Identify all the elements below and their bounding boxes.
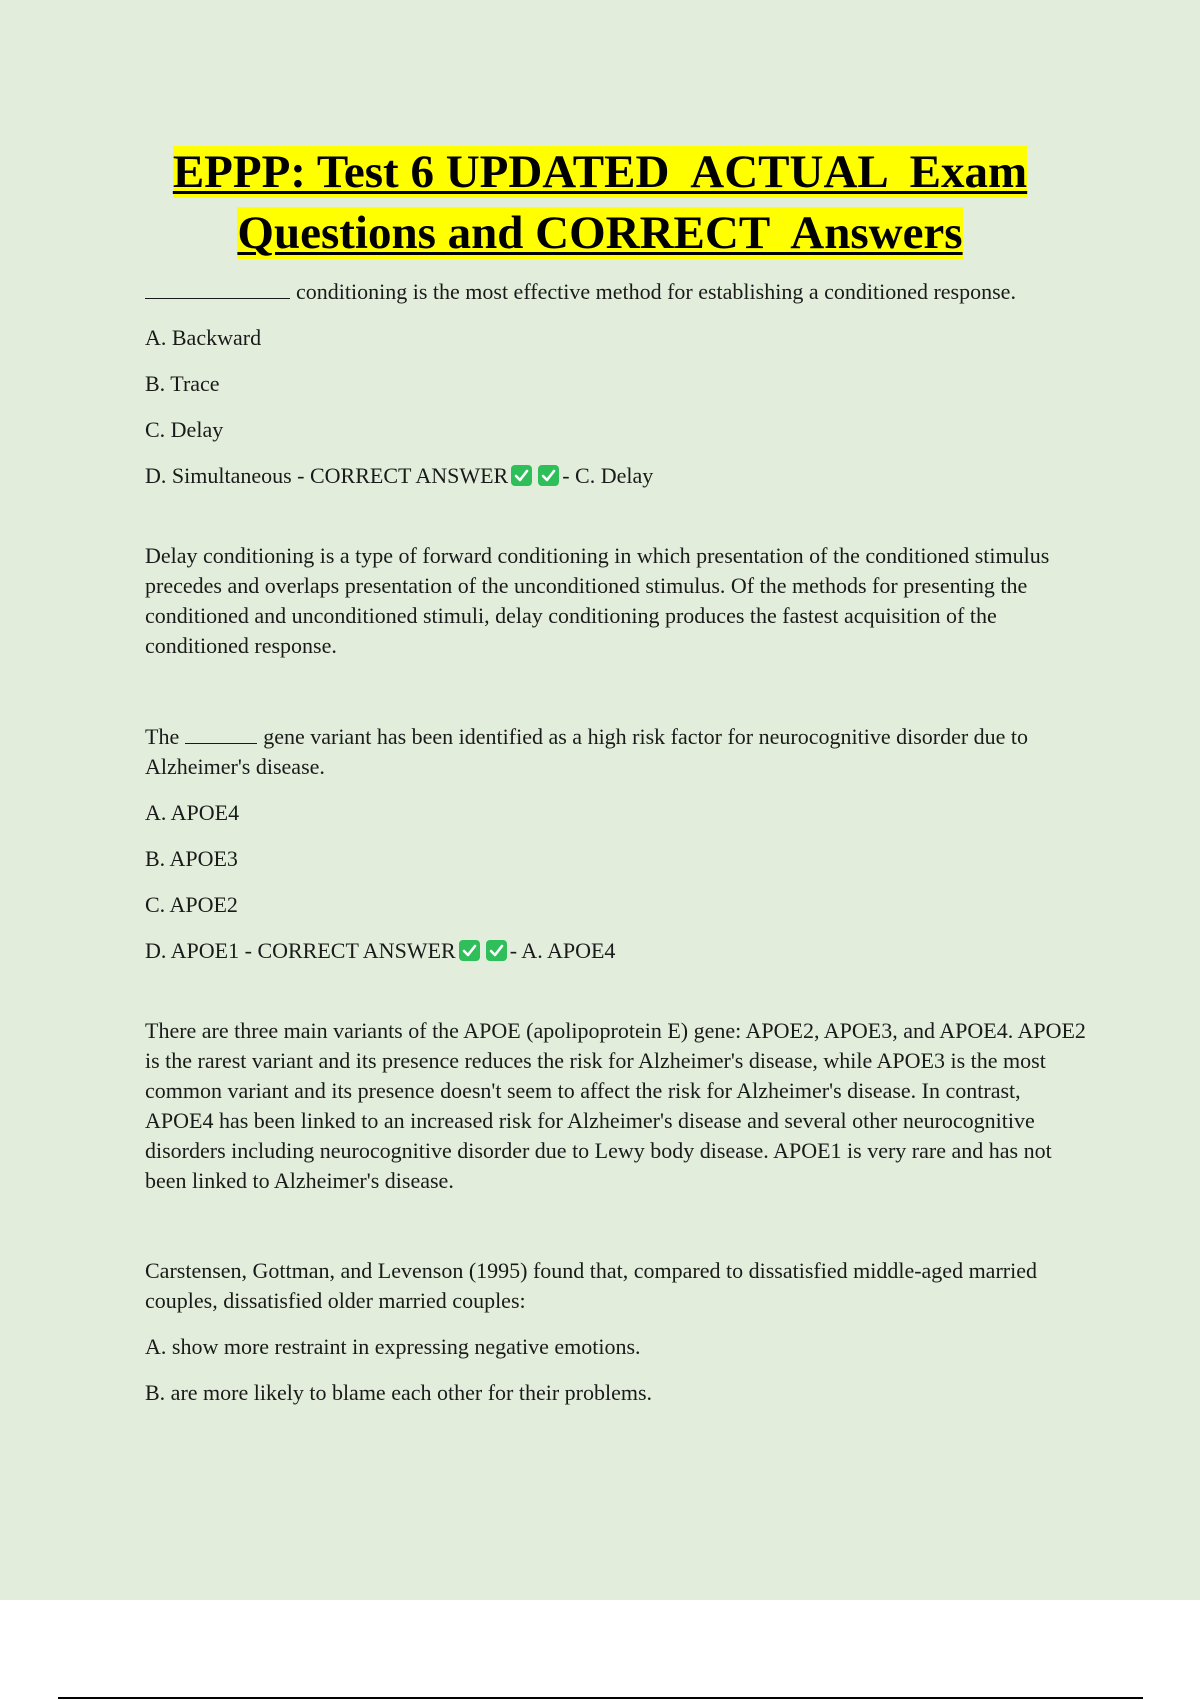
checkmark-icon xyxy=(459,940,480,961)
question-3-stem: Carstensen, Gottman, and Levenson (1995) found that, compared to dissatisfied middle-aged married couples, dissatisfied older married couples: xyxy=(145,1258,1037,1313)
question-3-option: B. are more likely to blame each other for their problems. xyxy=(145,1380,653,1405)
question-1-stem xyxy=(145,276,1090,307)
question-3-option: A. show more restraint in expressing negative emotions. xyxy=(145,1334,641,1359)
question-1-answer: - C. Delay xyxy=(562,463,654,488)
question-1-stem-text: conditioning is the most effective method for establishing a conditioned response. xyxy=(296,279,1016,304)
checkmark-icon xyxy=(511,465,532,486)
footer-divider xyxy=(58,1697,1143,1699)
title-line-2: Questions and CORRECT Answers xyxy=(237,207,963,259)
checkmark-icon xyxy=(486,940,507,961)
fill-in-blank xyxy=(185,721,257,744)
checkmark-icon xyxy=(538,465,559,486)
question-2-stem xyxy=(145,721,1090,782)
question-1-option: B. Trace xyxy=(145,371,220,396)
title-line-1: EPPP: Test 6 UPDATED ACTUAL Exam xyxy=(172,146,1028,198)
question-2-stem-prefix: The xyxy=(145,724,180,749)
question-2-stem-text: gene variant has been identified as a high risk factor for neurocognitive disorder due to Alzheimer's disease. xyxy=(145,724,1029,779)
question-2-option: C. APOE2 xyxy=(145,892,238,917)
question-2-option-d: D. APOE1 - CORRECT ANSWER xyxy=(145,938,456,963)
question-2-explanation: There are three main variants of the APOE (apolipoprotein E) gene: APOE2, APOE3, and APOE4. APOE2 is the rarest variant and its presence reduces the risk for Alzheimer's disease, while APOE3 is the most common variant and its presence doesn't seem to affect the risk for Alzheimer's disease. In contrast, APOE4 has been linked to an increased risk for Alzheimer's disease and several other neurocognitive disorders including neurocognitive disorder due to Lewy body disease. APOE1 is very rare and has not been linked to Alzheimer's disease. xyxy=(145,1018,1086,1193)
question-1-option: C. Delay xyxy=(145,417,224,442)
question-2-option: A. APOE4 xyxy=(145,800,240,825)
question-2-answer-line xyxy=(145,936,1090,966)
document-title xyxy=(0,142,1200,264)
fill-in-blank xyxy=(145,276,290,299)
question-1-explanation: Delay conditioning is a type of forward conditioning in which presentation of the conditioned stimulus precedes and overlaps presentation of the unconditioned stimulus. Of the methods for presenting the conditioned and unconditioned stimuli, delay conditioning produces the fastest acquisition of the conditioned response. xyxy=(145,543,1050,658)
document-body xyxy=(145,276,1090,1424)
question-2-option: B. APOE3 xyxy=(145,846,238,871)
question-2-answer: - A. APOE4 xyxy=(509,938,616,963)
question-1-answer-line xyxy=(145,461,1090,491)
question-1-option-d: D. Simultaneous - CORRECT ANSWER xyxy=(145,463,509,488)
question-1-option: A. Backward xyxy=(145,325,262,350)
